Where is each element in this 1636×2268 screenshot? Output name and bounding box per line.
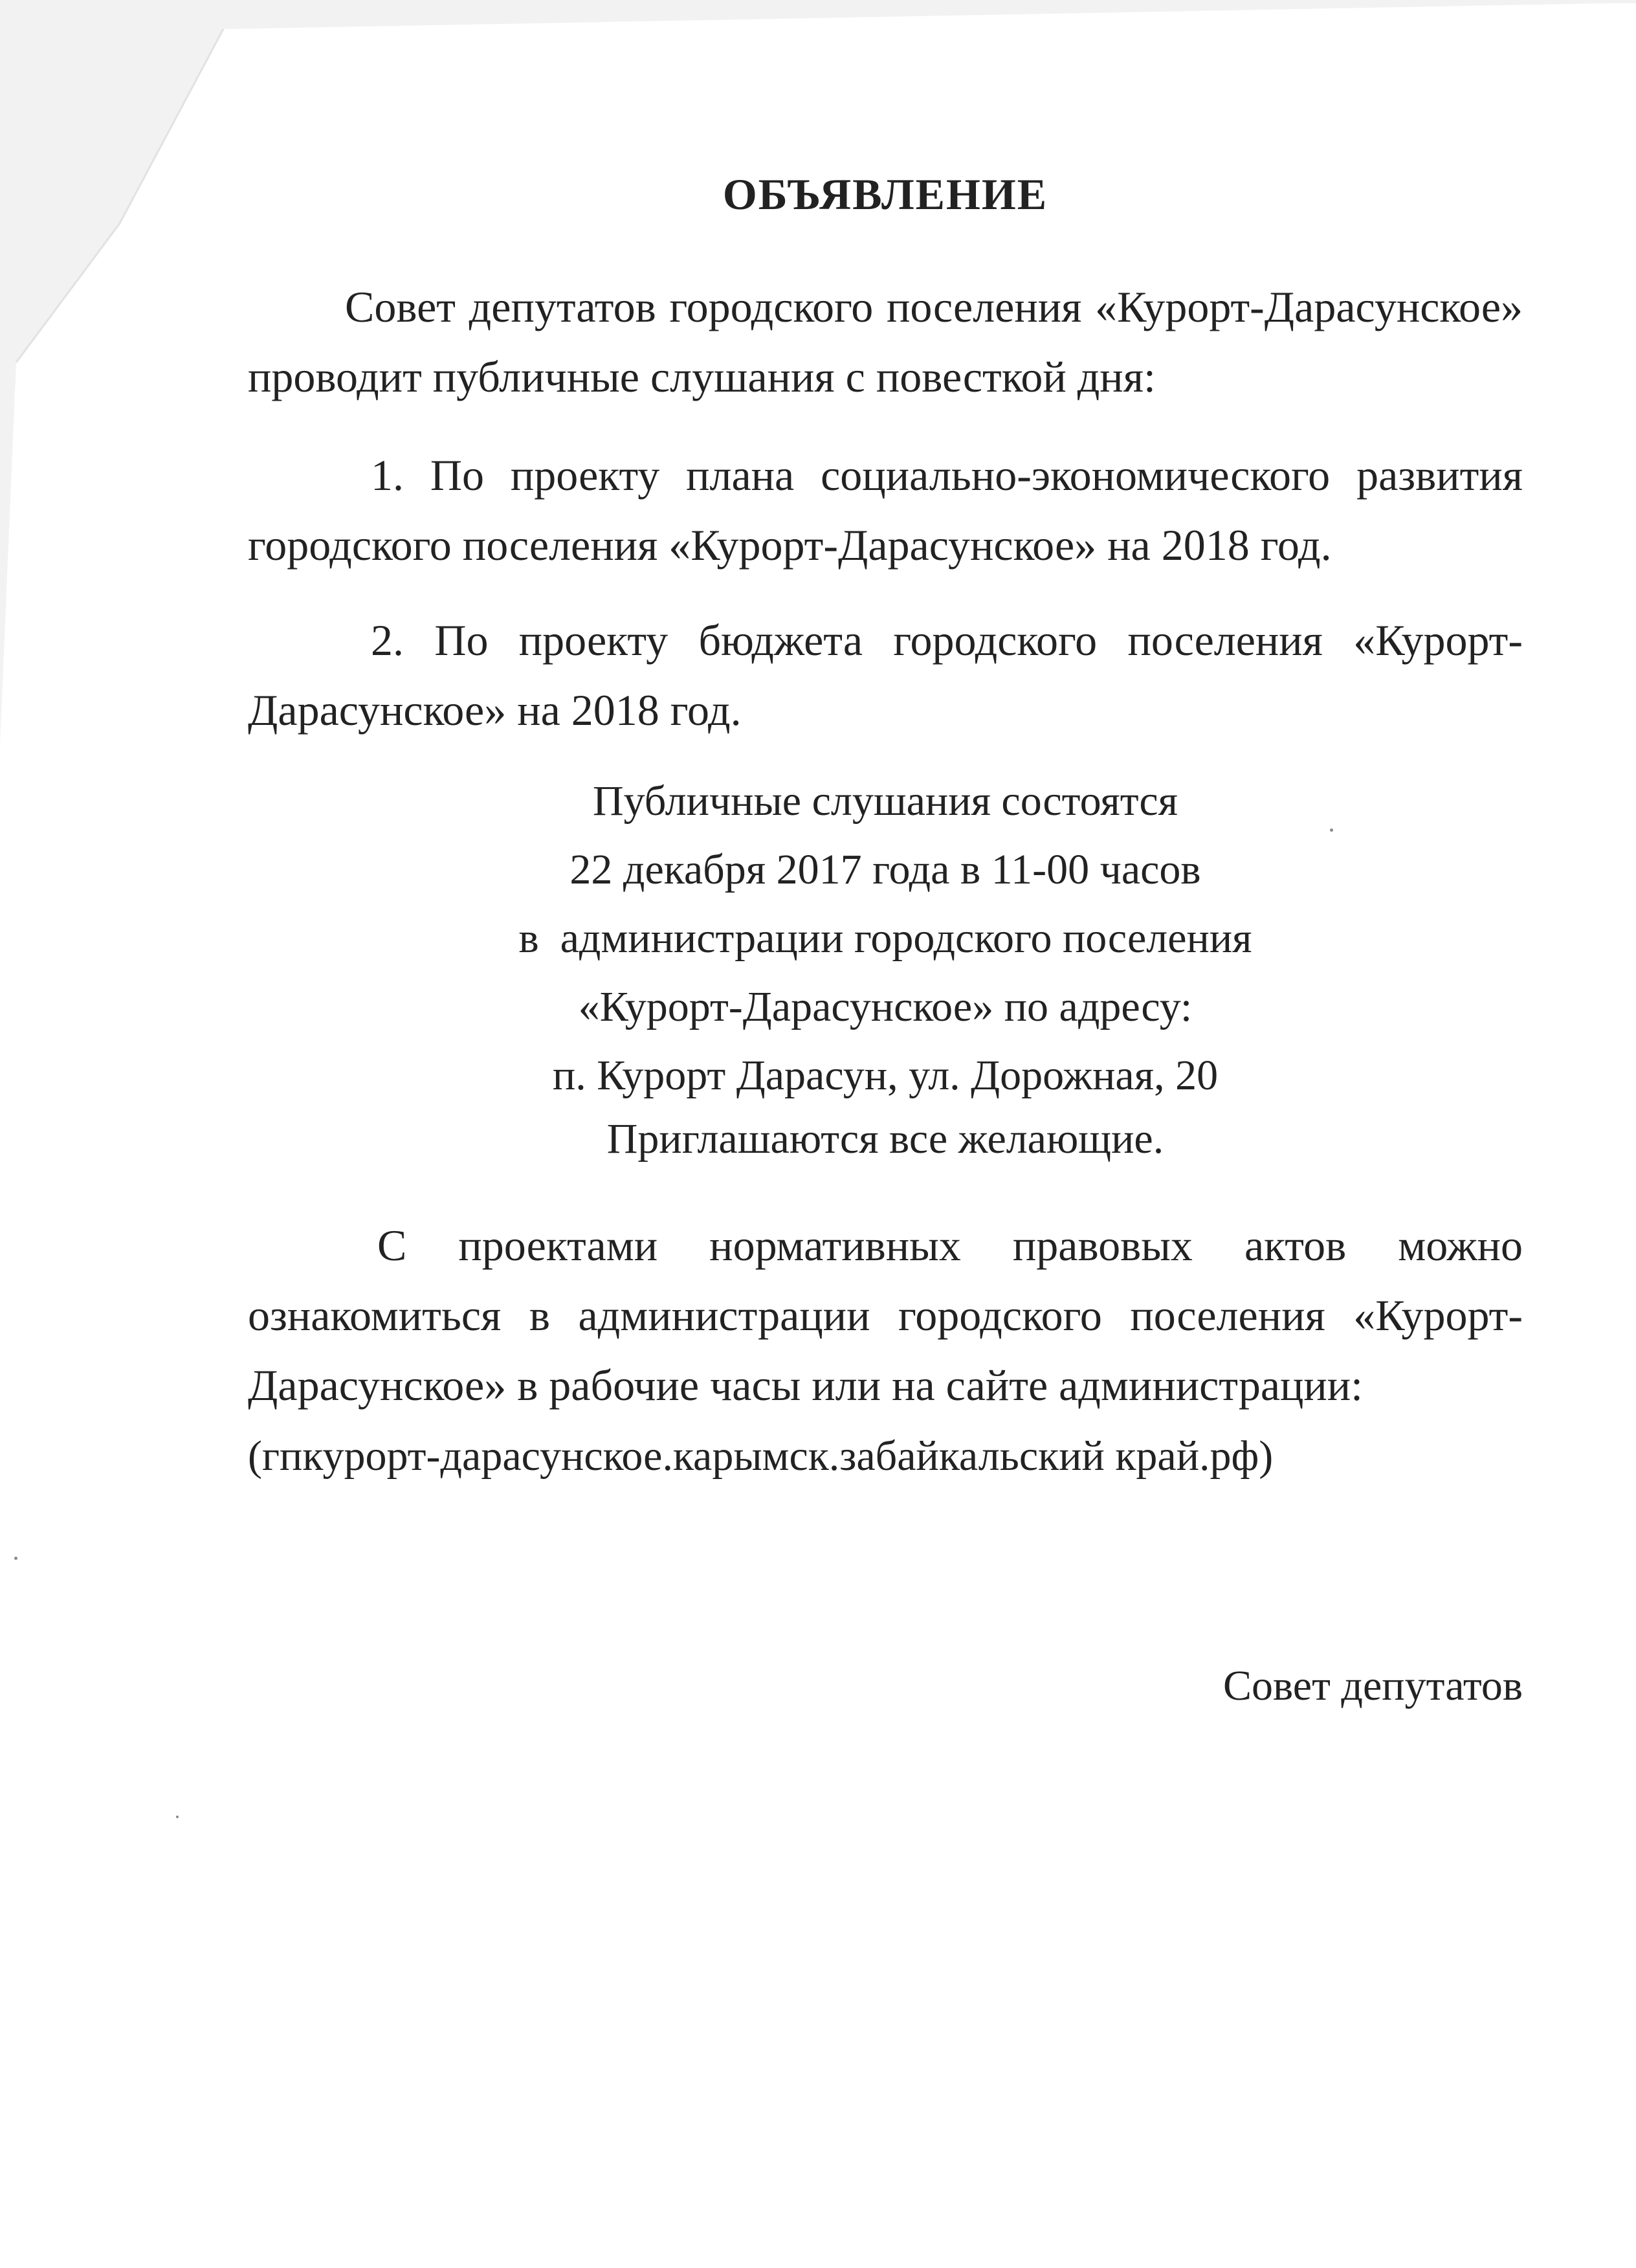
hearing-line: в администрации городского поселения xyxy=(518,915,1252,962)
document-title: ОБЪЯВЛЕНИЕ xyxy=(722,170,1048,219)
scan-speck xyxy=(14,1557,17,1560)
invitation-line: Приглашаются все желающие. xyxy=(606,1115,1164,1162)
hearing-date-line: 22 декабря 2017 года в 11-00 часов xyxy=(569,846,1201,893)
agenda-item: 2. По проекту бюджета городского поселения «Курорт-Дарасунское» на 2018 год. xyxy=(248,616,1523,735)
announcement-document xyxy=(248,0,1523,2268)
hearing-line: Публичные слушания состоятся xyxy=(592,777,1178,825)
website-address: (гпкурорт-дарасунское.карымск.забайкальский край.рф) xyxy=(248,1432,1274,1480)
scan-speck xyxy=(176,1816,179,1818)
intro-paragraph: Совет депутатов городского поселения «Курорт-Дарасунское» проводит публичные слушания с повесткой дня: xyxy=(248,282,1523,401)
hearing-address-line: п. Курорт Дарасун, ул. Дорожная, 20 xyxy=(552,1052,1219,1099)
agenda-item: 1. По проекту плана социально-экономического развития городского поселения «Курорт-Дарасунское» на 2018 год. xyxy=(248,450,1523,570)
hearing-line: «Курорт-Дарасунское» по адресу: xyxy=(578,983,1193,1030)
hearing-details xyxy=(248,767,1523,1110)
signature-block: Совет депутатов xyxy=(1223,1662,1523,1709)
projects-paragraph: С проектами нормативных правовых актов можно ознакомиться в администрации городского поселения «Курорт-Дарасунское» в рабочие часы или на сайте администрации: xyxy=(248,1221,1523,1410)
